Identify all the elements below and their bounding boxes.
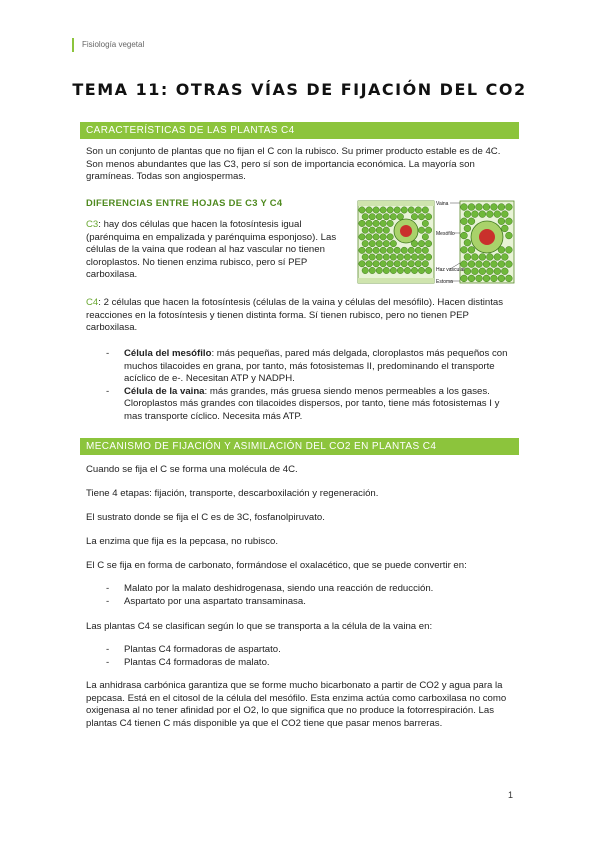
leaf-cell [501, 211, 508, 218]
leaf-cell [373, 207, 379, 213]
leaf-cell [383, 214, 389, 220]
mechanism-p3 [86, 512, 518, 525]
list2-item-1: Plantas C4 formadoras de malato. [124, 656, 270, 668]
leaf-cell [404, 254, 410, 260]
leaf-cell [362, 227, 368, 233]
leaf-cell [468, 246, 475, 253]
mechanism-text-1: Cuando se fija el C se forma una molécula de 4C. [86, 464, 298, 475]
leaf-cell [425, 240, 431, 246]
leaf-cell [390, 240, 396, 246]
mechanism-text-7: La anhidrasa carbónica garantiza que se forme mucho bicarbonato a partir de CO2 y agua para la pepcasa. Está en el citosol de la célula del mesófilo. Esta enzima actúa como carboxilasa no como oxigenasa al no tener afinidad por el O2, lo que significa que no produce la fotorrespiración. Las plantas C4 tienen C más disponible ya que el CO2 tiene que pasar menos barreras. [86, 680, 507, 729]
leaf-cell [468, 275, 475, 282]
leaf-cell [369, 254, 375, 260]
leaf-cell [479, 268, 486, 275]
leaf-cell [461, 275, 468, 282]
leaf-cell [501, 254, 508, 261]
leaf-cell [362, 214, 368, 220]
leaf-cell [390, 214, 396, 220]
leaf-cell [461, 218, 468, 225]
leaf-cell [468, 204, 475, 211]
leaf-cell [408, 207, 414, 213]
leaf-cell [483, 261, 490, 268]
leaf-cell [401, 247, 407, 253]
leaf-cell [422, 234, 428, 240]
leaf-cell [464, 211, 471, 218]
c3-label: C3 [86, 219, 99, 230]
leaf-cell [376, 254, 382, 260]
leaf-cell [479, 254, 486, 261]
leaf-cell [369, 240, 375, 246]
leaf-cell [387, 261, 393, 267]
figure-label-vaina: Vaina [436, 201, 449, 207]
leaf-cell [373, 261, 379, 267]
mechanism-text-3: El sustrato donde se fija el C es de 3C, fosfanolpiruvato. [86, 512, 325, 523]
leaf-cell [483, 204, 490, 211]
leaf-cell [479, 211, 486, 218]
mechanism-text-5: El C se fija en forma de carbonato, formándose el oxalacético, que se puede convertir en: [86, 560, 467, 571]
cell-types-list [102, 348, 514, 423]
leaf-cell [383, 267, 389, 273]
leaf-cell [369, 267, 375, 273]
leaf-cell [376, 214, 382, 220]
leaf-cell [505, 246, 512, 253]
leaf-cell [397, 214, 403, 220]
figure-label-estoma: Estoma [436, 279, 453, 285]
leaf-cell [501, 268, 508, 275]
leaf-cell [383, 227, 389, 233]
intro-text: Son un conjunto de plantas que no fijan el C con la rubisco. Su primer producto estable es de 4C. Son menos abundantes que las C3, pero sí son de importancia económica. La mayoría son gramíneas. Todas son angiospermas. [86, 146, 501, 182]
bullet-bold-mesofilo: Célula del mesófilo [124, 348, 212, 359]
leaf-cell [359, 261, 365, 267]
leaf-cell [394, 207, 400, 213]
page-title: TEMA 11: OTRAS VÍAS DE FIJACIÓN DEL CO2 [72, 80, 527, 99]
leaf-cell [380, 261, 386, 267]
list-item: - Plantas C4 formadoras de aspartato. [106, 644, 281, 655]
leaf-cell [401, 261, 407, 267]
leaf-cell [422, 207, 428, 213]
leaf-cell [418, 214, 424, 220]
leaf-cell [422, 220, 428, 226]
leaf-cell [425, 254, 431, 260]
mechanism-p2 [86, 488, 518, 501]
section-heading-mechanism: MECANISMO DE FIJACIÓN Y ASIMILACIÓN DEL CO2 EN PLANTAS C4 [80, 438, 519, 455]
leaf-cell [494, 254, 501, 261]
leaf-cell [376, 240, 382, 246]
bullet-bold-vaina: Célula de la vaina [124, 385, 205, 397]
leaf-cell [494, 268, 501, 275]
leaf-cell [491, 275, 498, 282]
leaf-cell [362, 254, 368, 260]
leaf-cell [483, 275, 490, 282]
leaf-cell [464, 225, 471, 232]
leaf-cell [468, 261, 475, 268]
mechanism-p6 [86, 621, 518, 634]
list1-item-0: Malato por la malato deshidrogenasa, siendo una reacción de reducción. [124, 583, 434, 594]
leaf-cell [383, 240, 389, 246]
leaf-cell [461, 232, 468, 239]
leaf-cell [380, 220, 386, 226]
leaf-cross-section-figure [356, 197, 516, 288]
leaf-cell [471, 268, 478, 275]
leaf-cell [373, 220, 379, 226]
leaf-cell [464, 239, 471, 246]
bullet-text-vaina: : más grandes, más gruesa siendo menos permeables a los gases. Cloroplastos más grandes con tilacoides dispersos, por tanto, tiene más fotosistemas I y mas transporte cíclico. Necesita más ATP. [124, 385, 500, 422]
leaf-cell [376, 267, 382, 273]
mechanism-text-6: Las plantas C4 se clasifican según lo que se transporta a la célula de la vaina en: [86, 621, 433, 632]
leaf-cell [373, 247, 379, 253]
page-number: 1 [508, 790, 514, 800]
leaf-cell [418, 240, 424, 246]
leaf-cell [418, 227, 424, 233]
leaf-cell [501, 225, 508, 232]
c3-paragraph [86, 219, 348, 282]
list-item-mesofilo: - Célula del mesófilo: más pequeñas, pared más delgada, cloroplastos más pequeños con muchos tilacoides en grana, por tanto, más fotosistemas II, predominando el transporte acíclico de e-. Necesitan ATP y NADPH. [106, 348, 508, 384]
leaf-cell [408, 261, 414, 267]
mechanism-p4 [86, 536, 518, 549]
leaf-cell [476, 261, 483, 268]
leaf-cell [366, 220, 372, 226]
leaf-cell [476, 275, 483, 282]
leaf-cell [362, 240, 368, 246]
leaf-cell [415, 261, 421, 267]
mechanism-p1 [86, 464, 518, 477]
figure-label-mesofilo: Mesófilo [436, 231, 455, 237]
leaf-cell [415, 207, 421, 213]
leaf-cell [387, 220, 393, 226]
bullet-text-mesofilo: : más pequeñas, pared más delgada, cloroplastos más pequeños con muchos tilacoides en grana, por tanto, más fotosistemas II, predominando el transporte acíclico de e-. Necesitan ATP y NADPH. [124, 348, 508, 384]
leaf-cell [411, 214, 417, 220]
leaf-cell [387, 234, 393, 240]
leaf-cell [461, 246, 468, 253]
leaf-cell [415, 247, 421, 253]
leaf-cell [418, 254, 424, 260]
leaf-cell [468, 218, 475, 225]
leaf-cell [362, 267, 368, 273]
leaf-cell [373, 234, 379, 240]
leaf-cell [505, 218, 512, 225]
leaf-cell [366, 247, 372, 253]
leaf-cell [498, 275, 505, 282]
mechanism-p7 [86, 680, 518, 730]
c4-paragraph [86, 297, 518, 335]
leaf-cell [422, 247, 428, 253]
leaf-cell [461, 204, 468, 211]
leaf-cell [387, 247, 393, 253]
leaf-cell [359, 220, 365, 226]
leaf-cell [366, 261, 372, 267]
leaf-cell [464, 254, 471, 261]
mechanism-text-2: Tiene 4 etapas: fijación, transporte, descarboxilación y regeneración. [86, 488, 379, 499]
bundle-core-right [479, 229, 495, 245]
leaf-cell [359, 247, 365, 253]
leaf-cell [491, 261, 498, 268]
leaf-cell [383, 254, 389, 260]
mechanism-text-4: La enzima que fija es la pepcasa, no rubisco. [86, 536, 278, 547]
leaf-cell [394, 261, 400, 267]
leaf-cell [390, 267, 396, 273]
leaf-cell [390, 254, 396, 260]
leaf-cell [494, 211, 501, 218]
mechanism-p5 [86, 560, 518, 573]
leaf-cell [380, 207, 386, 213]
bundle-core-left [400, 225, 412, 237]
c3-text: : hay dos células que hacen la fotosíntesis igual (parénquima en empalizada y parénquima esponjoso). Las células de la vaina que rodean al haz vascular no tienen cloroplastos. No tienen enzima rubisco, pero sí PEP carboxilasa. [86, 219, 337, 280]
classification-list [102, 644, 514, 669]
leaf-cell [366, 234, 372, 240]
leaf-cell [505, 261, 512, 268]
leaf-cell [404, 267, 410, 273]
leaf-cell [498, 261, 505, 268]
leaf-cell [408, 247, 414, 253]
leaf-cell [486, 211, 493, 218]
leaf-cell [401, 207, 407, 213]
list-item: - Plantas C4 formadoras de malato. [106, 656, 270, 668]
leaf-cell [376, 227, 382, 233]
leaf-cell [425, 214, 431, 220]
list2-item-0: Plantas C4 formadoras de aspartato. [124, 644, 281, 655]
list-item: - Aspartato por una aspartato transaminasa. [106, 595, 306, 607]
leaf-cell [366, 207, 372, 213]
leaf-cell [471, 211, 478, 218]
leaf-cell [394, 247, 400, 253]
section-heading-characteristics: CARACTERÍSTICAS DE LAS PLANTAS C4 [80, 122, 519, 139]
leaf-cell [505, 232, 512, 239]
leaf-cell [464, 268, 471, 275]
leaf-cell [411, 267, 417, 273]
list-item-vaina: - Célula de la vaina: más grandes, más gruesa siendo menos permeables a los gases. Cloroplastos más grandes con tilacoides dispersos, por tanto, tiene más fotosistemas I y mas transporte cíclico. Necesita más ATP. [106, 385, 500, 422]
leaf-cell [397, 267, 403, 273]
leaf-cell [369, 214, 375, 220]
leaf-cell [359, 207, 365, 213]
leaf-cell [505, 275, 512, 282]
leaf-cell [425, 227, 431, 233]
page-header [72, 38, 144, 52]
list-item: - Malato por la malato deshidrogenasa, siendo una reacción de reducción. [106, 583, 434, 594]
header-label: Fisiología vegetal [82, 40, 145, 49]
leaf-cell [486, 254, 493, 261]
leaf-cell [359, 234, 365, 240]
leaf-cell [486, 268, 493, 275]
leaf-cell [380, 234, 386, 240]
leaf-cell [498, 218, 505, 225]
leaf-cell [380, 247, 386, 253]
subheading-differences: DIFERENCIAS ENTRE HOJAS DE C3 Y C4 [86, 197, 283, 208]
c4-label: C4 [86, 297, 99, 308]
list1-item-1: Aspartato por una aspartato transaminasa. [124, 595, 306, 607]
c4-text: : 2 células que hacen la fotosíntesis (células de la vaina y células del mesófilo). Hacen distintas reacciones en la fotosíntesis y tienen distinta forma. Sí tienen rubisco, pero no tienen PEP carboxilasa. [86, 297, 504, 333]
leaf-cell [505, 204, 512, 211]
leaf-cell [369, 227, 375, 233]
leaf-cell [425, 267, 431, 273]
leaf-cell [411, 254, 417, 260]
leaf-cell [491, 204, 498, 211]
leaf-cell [422, 261, 428, 267]
leaf-cell [387, 207, 393, 213]
leaf-cell [476, 204, 483, 211]
leaf-cell [397, 254, 403, 260]
intro-paragraph [86, 146, 518, 184]
leaf-cell [418, 267, 424, 273]
figure-label-haz: Haz vascular [436, 267, 465, 273]
oxalacetic-list [102, 583, 514, 608]
leaf-cell [471, 254, 478, 261]
leaf-cell [498, 204, 505, 211]
